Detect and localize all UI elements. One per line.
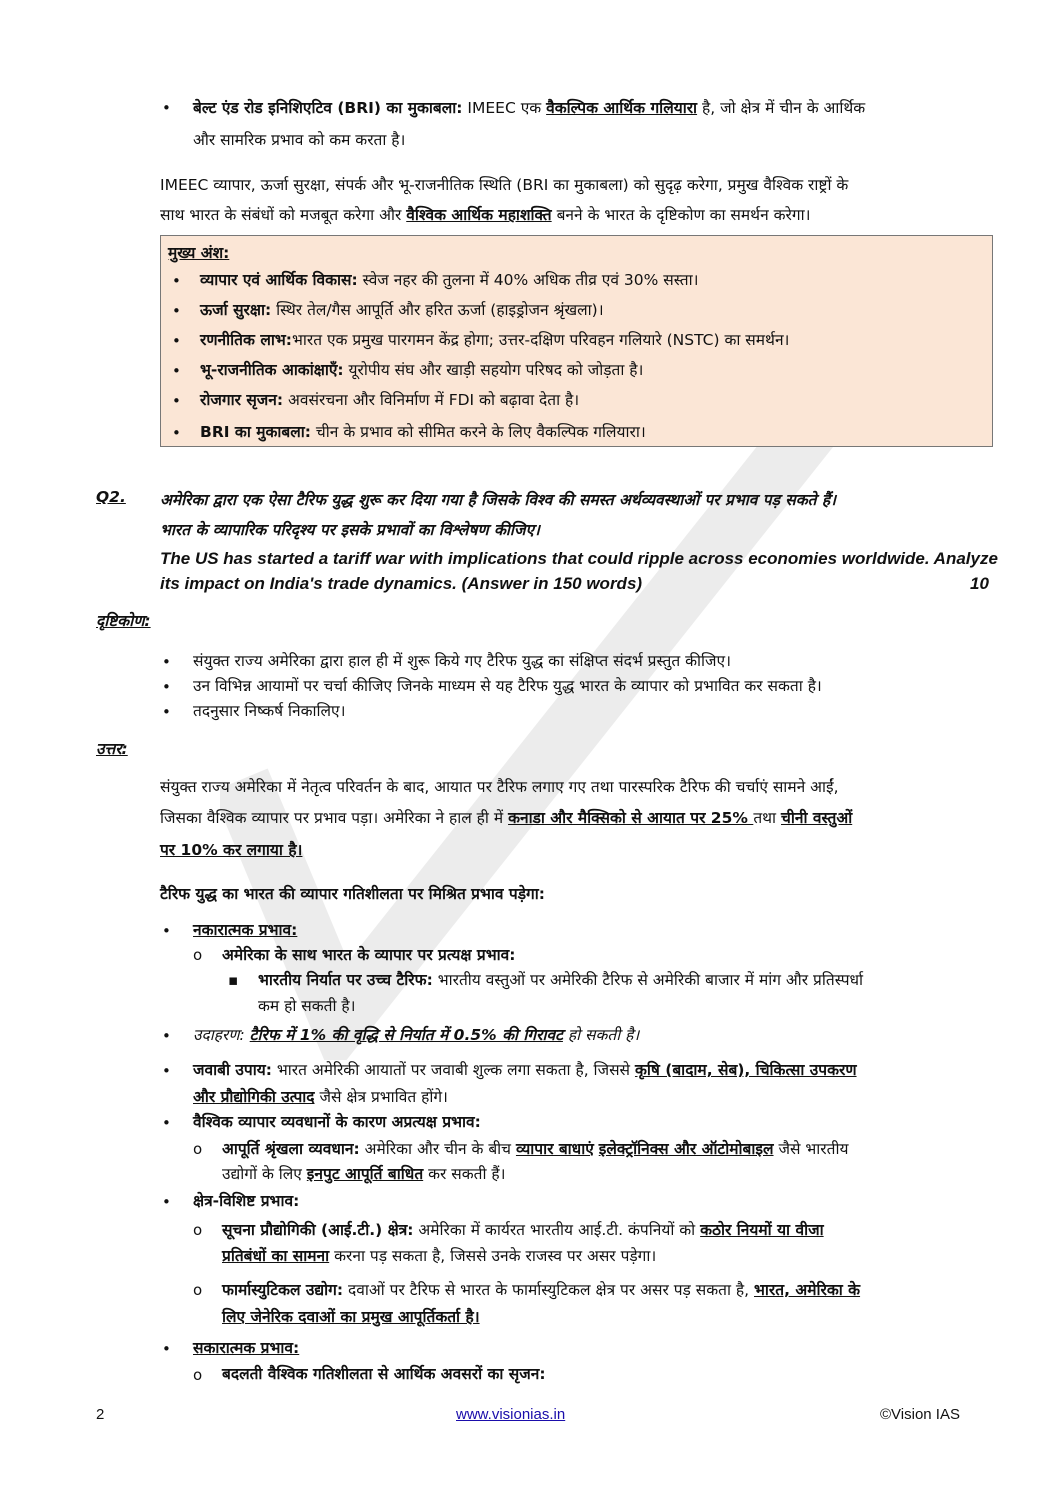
example-line: उदाहरण: टैरिफ में 1% की वृद्धि से निर्यात में 0.5% की गिरावट हो सकती है। (193, 1026, 640, 1044)
answer-intro-line1: संयुक्त राज्य अमेरिका में नेतृत्व परिवर्तन के बाद, आयात पर टैरिफ लगाए गए तथा पारस्परिक टैरिफ की चर्चाएं सामने आईं, (160, 778, 839, 796)
indirect-impact-title: वैश्विक व्यापार व्यवधानों के कारण अप्रत्यक्ष प्रभाव: (193, 1113, 481, 1131)
pharma-line2: लिए जेनेरिक दवाओं का प्रमुख आपूर्तिकर्ता है। (222, 1308, 480, 1326)
paragraph-imeec-line2: साथ भारत के संबंधों को मजबूत करेगा और वैश्विक आर्थिक महाशक्ति बनने के भारत के दृष्टिकोण का समर्थन करेगा। (160, 206, 811, 224)
positive-impact-title: सकारात्मक प्रभाव: (193, 1339, 300, 1357)
bullet-circle: o (193, 1366, 203, 1384)
paragraph-imeec-line1: IMEEC व्यापार, ऊर्जा सुरक्षा, संपर्क और भू-राजनीतिक स्थिति (BRI का मुकाबला) को सुदृढ़ करेगा, प्रमुख वैश्विक राष्ट्रों के (160, 176, 849, 194)
bullet-square: ▪ (228, 971, 239, 989)
website-link[interactable]: www.visionias.in (456, 1406, 566, 1423)
pharma-line1: फार्मास्युटिकल उद्योग: दवाओं पर टैरिफ से भारत के फार्मास्युटिकल क्षेत्र पर असर पड़ सकता है, भारत, अमेरिका के (222, 1281, 861, 1299)
bri-bullet-line1: बेल्ट एंड रोड इनिशिएटिव (BRI) का मुकाबला: IMEEC एक वैकल्पिक आर्थिक गलियारा है, जो क्षेत्र में चीन के आर्थिक (193, 99, 866, 117)
key-point-item: BRI का मुकाबला: चीन के प्रभाव को सीमित करने के लिए वैकल्पिक गलियारा। (200, 423, 646, 441)
answer-heading: उत्तर: (96, 740, 128, 758)
bullet-disc: • (162, 1193, 171, 1211)
bullet-circle: o (193, 1140, 203, 1158)
question-marks: 10 (970, 574, 989, 593)
bullet-disc: • (162, 1114, 171, 1132)
bullet-disc: • (172, 424, 181, 442)
high-tariff-line2: कम हो सकती है। (258, 997, 356, 1015)
question-english-line1: The US has started a tariff war with implications that could ripple across economies worldwide. Analyze (160, 549, 998, 568)
approach-item: तदनुसार निष्कर्ष निकालिए। (193, 702, 346, 720)
question-hindi-line1: अमेरिका द्वारा एक ऐसा टैरिफ युद्ध शुरू कर दिया गया है जिसके विश्व की समस्त अर्थव्यवस्थाओं पर प्रभाव पड़ सकते हैं। (160, 491, 836, 509)
bullet-disc: • (162, 1027, 171, 1045)
copyright: ©Vision IAS (880, 1406, 960, 1423)
page-number: 2 (96, 1406, 105, 1423)
key-point-item: ऊर्जा सुरक्षा: स्थिर तेल/गैस आपूर्ति और हरित ऊर्जा (हाइड्रोजन श्रृंखला)। (200, 301, 604, 319)
key-point-item: भू-राजनीतिक आकांक्षाएँ: यूरोपीय संघ और खाड़ी सहयोग परिषद को जोड़ता है। (200, 361, 644, 379)
bullet-disc: • (172, 362, 181, 380)
bullet-disc: • (162, 703, 171, 721)
approach-item: संयुक्त राज्य अमेरिका द्वारा हाल ही में शुरू किये गए टैरिफ युद्ध का संक्षिप्त संदर्भ प्रस्तुत कीजिए। (193, 652, 732, 670)
supply-chain-line2: उद्योगों के लिए इनपुट आपूर्ति बाधित कर सकती हैं। (222, 1165, 506, 1183)
question-hindi-line2: भारत के व्यापारिक परिदृश्य पर इसके प्रभावों का विश्लेषण कीजिए। (160, 521, 540, 539)
sector-impact-title: क्षेत्र-विशिष्ट प्रभाव: (193, 1192, 300, 1210)
retaliatory-line2: और प्रौद्योगिकी उत्पाद जैसे क्षेत्र प्रभावित होंगे। (193, 1088, 448, 1106)
answer-intro-line3: पर 10% कर लगाया है। (160, 841, 303, 859)
bullet-circle: o (193, 1221, 203, 1239)
bullet-disc: • (162, 678, 171, 696)
approach-item: उन विभिन्न आयामों पर चर्चा कीजिए जिनके माध्यम से यह टैरिफ युद्ध भारत के व्यापार को प्रभावित कर सकता है। (193, 677, 822, 695)
high-tariff-line1: भारतीय निर्यात पर उच्च टैरिफ: भारतीय वस्तुओं पर अमेरिकी टैरिफ से अमेरिकी बाजार में मांग और प्रतिस्पर्धा (258, 971, 864, 989)
key-points-heading: मुख्य अंश: (168, 244, 230, 262)
bullet-disc: • (172, 272, 181, 290)
question-number: Q2. (96, 488, 126, 506)
bullet-disc: • (172, 392, 181, 410)
bullet-circle: o (193, 1281, 203, 1299)
bri-bullet-line2: और सामरिक प्रभाव को कम करता है। (193, 131, 406, 149)
negative-impact-title: नकारात्मक प्रभाव: (193, 921, 298, 939)
retaliatory-line1: जवाबी उपाय: भारत अमेरिकी आयातों पर जवाबी शुल्क लगा सकता है, जिससे कृषि (बादाम, सेब), चिकित्सा उपकरण (193, 1061, 857, 1079)
question-english-line2: its impact on India's trade dynamics. (Answer in 150 words) (160, 574, 643, 593)
key-point-item: रणनीतिक लाभ:भारत एक प्रमुख पारगमन केंद्र होगा; उत्तर-दक्षिण परिवहन गलियारे (NSTC) का समर्थन। (200, 331, 790, 349)
key-point-item: रोजगार सृजन: अवसंरचना और विनिर्माण में FDI को बढ़ावा देता है। (200, 391, 580, 409)
bullet-disc: • (172, 302, 181, 320)
direct-impact-title: अमेरिका के साथ भारत के व्यापार पर प्रत्यक्ष प्रभाव: (222, 946, 516, 964)
bullet-disc: • (162, 99, 171, 117)
bullet-disc: • (162, 653, 171, 671)
it-sector-line2: प्रतिबंधों का सामना करना पड़ सकता है, जिससे उनके राजस्व पर असर पड़ेगा। (222, 1247, 657, 1265)
bullet-disc: • (172, 332, 181, 350)
supply-chain-line1: आपूर्ति श्रृंखला व्यवधान: अमेरिका और चीन के बीच व्यापार बाधाएं इलेक्ट्रॉनिक्स और ऑटोमोबाइल जैसे भारतीय (222, 1140, 849, 1158)
key-point-item: व्यापार एवं आर्थिक विकास: स्वेज नहर की तुलना में 40% अधिक तीव्र एवं 30% सस्ता। (200, 271, 699, 289)
opportunity-title: बदलती वैश्विक गतिशीलता से आर्थिक अवसरों का सृजन: (222, 1365, 546, 1383)
bullet-disc: • (162, 1062, 171, 1080)
bullet-circle: o (193, 946, 203, 964)
mixed-impact-heading: टैरिफ युद्ध का भारत की व्यापार गतिशीलता पर मिश्रित प्रभाव पड़ेगा: (160, 885, 545, 903)
approach-heading: दृष्टिकोण: (96, 612, 151, 630)
answer-intro-line2: जिसका वैश्विक व्यापार पर प्रभाव पड़ा। अमेरिका ने हाल ही में कनाडा और मैक्सिको से आयात पर 25% तथा चीनी वस्तुओं (160, 809, 853, 827)
bullet-disc: • (162, 922, 171, 940)
it-sector-line1: सूचना प्रौद्योगिकी (आई.टी.) क्षेत्र: अमेरिका में कार्यरत भारतीय आई.टी. कंपनियों को कठोर नियमों या वीजा (222, 1221, 824, 1239)
bullet-disc: • (162, 1340, 171, 1358)
